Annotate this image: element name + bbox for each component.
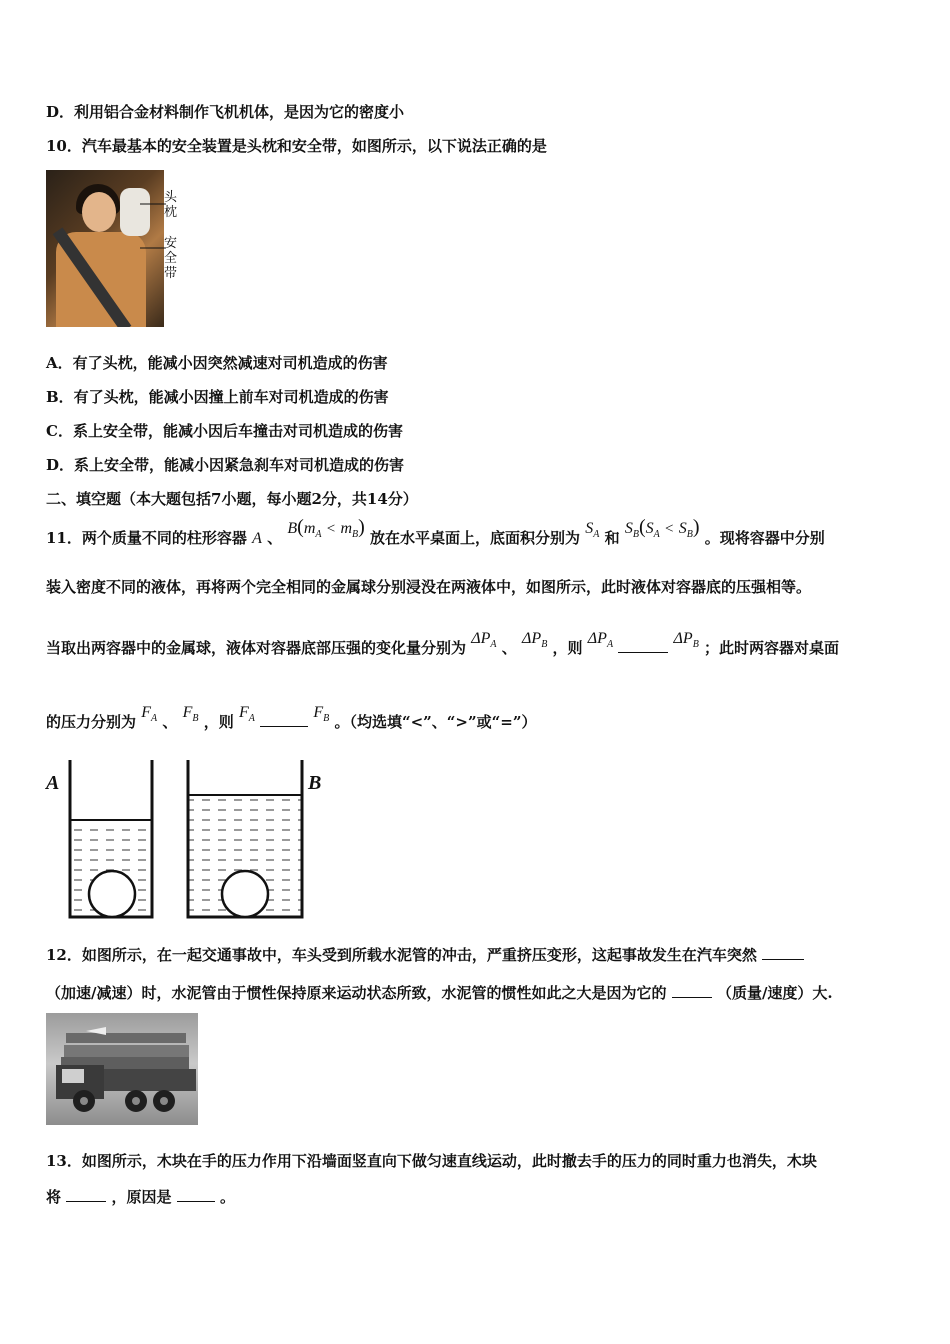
sub-a: A (593, 529, 600, 540)
var-b: B (287, 520, 298, 537)
label-headrest: 头枕 (164, 190, 178, 220)
delta-p: ΔP (673, 630, 693, 647)
sub-b: B (323, 713, 330, 724)
text: 、 (162, 713, 178, 731)
var-f: F (239, 704, 249, 721)
var-f: F (313, 704, 324, 721)
lt: < (665, 521, 674, 537)
answer-blank-2[interactable] (260, 712, 308, 727)
q12-line2 (46, 982, 833, 1004)
q11-line4 (46, 704, 537, 736)
sub-a: A (606, 639, 614, 650)
text: ，原因是 (111, 1188, 172, 1206)
q11-line2: 装入密度不同的液体，再将两个完全相同的金属球分别浸没在两液体中，如图所示，此时液体对容器底的压强相等。 (46, 578, 812, 596)
sub-a: A (248, 713, 255, 724)
text: 当取出两容器中的金属球，液体对容器底部压强的变化量分别为 (46, 639, 467, 657)
text: 、 (501, 639, 517, 657)
text: 的压力分别为 (46, 713, 137, 731)
label-seatbelt: 安全带 (164, 236, 178, 281)
section-heading: 二、填空题（本大题包括7小题，每小题2分，共14分） (46, 490, 418, 508)
sub-b: B (692, 639, 699, 650)
var-s: S (645, 520, 654, 537)
text: 。现将容器中分别 (704, 529, 825, 547)
answer-blank-6[interactable] (177, 1187, 215, 1202)
q12-line1 (46, 944, 804, 966)
answer-blank-5[interactable] (66, 1187, 106, 1202)
lt: < (326, 521, 336, 537)
var-f: F (141, 704, 152, 721)
fig-label-b: B (308, 772, 322, 794)
q9-option-d: D．利用铝合金材料制作飞机机体，是因为它的密度小 (46, 103, 405, 121)
q10-stem: 10．汽车最基本的安全装置是头枕和安全带，如图所示，以下说法正确的是 (46, 137, 547, 155)
text: 将 (46, 1188, 62, 1206)
var-s: S (678, 520, 687, 537)
delta-p: ΔP (471, 630, 491, 647)
text: 12．如图所示，在一起交通事故中，车头受到所载水泥管的冲击，严重挤压变形，这起事故发生在汽车突然 (46, 946, 757, 964)
sub-a: A (315, 529, 322, 540)
var-f: F (182, 704, 193, 721)
sub-b: B (192, 713, 199, 724)
sub-a: A (653, 529, 660, 540)
delta-p: ΔP (522, 630, 542, 647)
var-s: S (585, 520, 594, 537)
text: 、 (267, 529, 283, 547)
text: ，则 (552, 639, 583, 657)
answer-blank-3[interactable] (762, 945, 804, 960)
q11-line3 (46, 630, 840, 662)
q10-option-d: D．系上安全带，能减小因紧急刹车对司机造成的伤害 (46, 456, 405, 474)
sub-b: B (352, 529, 359, 540)
sub-b: B (541, 639, 548, 650)
text: 。（均选填“<”、“>”或“=”） (334, 713, 537, 731)
var-a: A (252, 530, 262, 547)
fig-label-a: A (46, 772, 60, 794)
q13-line2 (46, 1186, 235, 1208)
q13-line1: 13．如图所示，木块在手的压力作用下沿墙面竖直向下做匀速直线运动，此时撤去手的压力的同时重力也消失，木块 (46, 1152, 817, 1170)
q10-option-b: B．有了头枕，能减小因撞上前车对司机造成的伤害 (46, 388, 389, 406)
sub-a: A (151, 713, 158, 724)
q11-line1: 11．两个质量不同的柱形容器 A 、 $B(m_A < m_B)$ 放在水平桌面上，底面积分别为 $S_A$ 和 $S_B(S_A < S_B)$ 。现将容器中分别 (46, 516, 825, 547)
text: ；此时两容器对桌面 (704, 639, 840, 657)
var-s: S (624, 520, 633, 537)
var-m: m (340, 520, 353, 537)
text: 放在水平桌面上，底面积分别为 (370, 529, 581, 547)
containers-figure (40, 755, 340, 925)
sub-a: A (490, 639, 497, 650)
q10-option-a: A．有了头枕，能减小因突然减速对司机造成的伤害 (46, 354, 388, 372)
text: ，则 (203, 713, 234, 731)
q10-option-c: C．系上安全带，能减小因后车撞击对司机造成的伤害 (46, 422, 403, 440)
text: 。 (219, 1188, 235, 1206)
text: （质量/速度）大. (716, 984, 833, 1002)
delta-p: ΔP (587, 630, 607, 647)
sub-b: B (632, 529, 639, 540)
answer-blank-1[interactable] (618, 638, 668, 653)
text: （加速/减速）时，水泥管由于惯性保持原来运动状态所致，水泥管的惯性如此之大是因为它的 (46, 984, 667, 1002)
truck-accident-photo (46, 1013, 198, 1125)
sub-b: B (686, 529, 693, 540)
text: 11．两个质量不同的柱形容器 (46, 529, 247, 547)
var-m: m (303, 520, 316, 537)
answer-blank-4[interactable] (672, 983, 712, 998)
text: 和 (604, 529, 620, 547)
